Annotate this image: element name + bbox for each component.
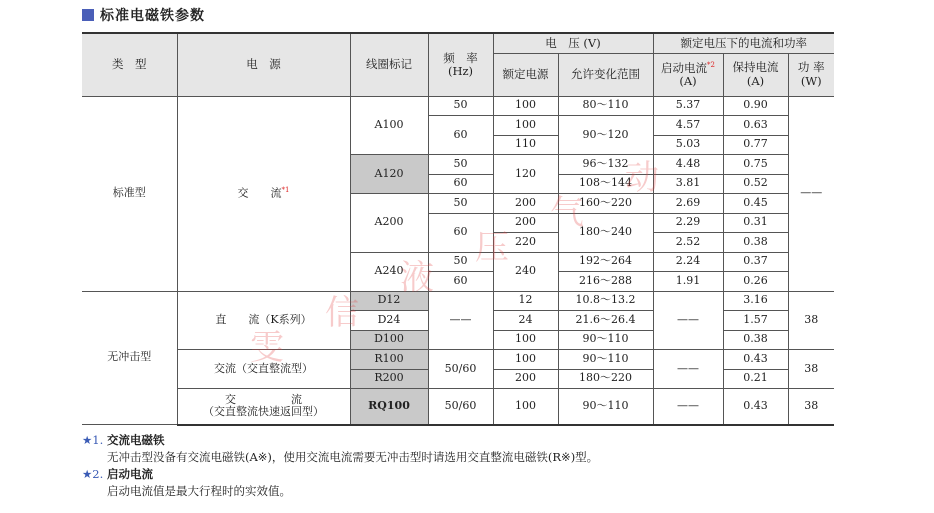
coil-d12: D12	[350, 291, 428, 311]
source-dc: 直 流（K系列）	[177, 291, 350, 350]
table-cell: 90～110	[558, 389, 653, 425]
table-cell: 0.21	[723, 369, 788, 389]
table-cell: 90～110	[558, 350, 653, 370]
header-hold-unit: (A)	[746, 73, 765, 88]
r-freq: 50/60	[428, 350, 493, 389]
table-cell: 0.52	[723, 174, 788, 194]
r-start: ——	[653, 350, 723, 389]
coil-a240: A240	[350, 252, 428, 291]
table-cell: 1.57	[723, 311, 788, 331]
table-cell: 120	[493, 155, 558, 194]
table-cell: 50/60	[428, 389, 493, 425]
footnote-1-title: 交流电磁铁	[106, 433, 165, 447]
table-cell: 50	[428, 252, 493, 272]
table-cell: 100	[493, 116, 558, 136]
footnote-2-star: ★2.	[82, 467, 104, 481]
source-acrq	[177, 389, 350, 425]
footnote-2-title: 启动电流	[106, 467, 153, 481]
table-cell: 50	[428, 194, 493, 214]
table-cell: 200	[493, 194, 558, 214]
footnote-2	[82, 466, 598, 483]
dc-power: 38	[788, 291, 834, 350]
table-cell: 0.26	[723, 272, 788, 292]
table-cell: 50	[428, 96, 493, 116]
footnote-1-star: ★1.	[82, 433, 104, 447]
header-power-label: 功 率	[797, 60, 825, 75]
header-hold-current	[723, 53, 788, 96]
header-start-unit: (A)	[679, 73, 697, 88]
table-cell: 100	[493, 389, 558, 425]
table-cell: 12	[493, 291, 558, 311]
table-cell: 0.43	[723, 350, 788, 370]
table-cell: 200	[493, 369, 558, 389]
table-cell: 216～288	[558, 272, 653, 292]
table-cell: 96～132	[558, 155, 653, 175]
source-acr: 交流（交直整流型）	[177, 350, 350, 389]
table-cell: 0.77	[723, 135, 788, 155]
header-coil: 线圈标记	[350, 33, 428, 96]
table-cell: 192～264	[558, 252, 653, 272]
coil-rq100: RQ100	[350, 389, 428, 425]
header-freq-label: 频 率	[443, 50, 478, 65]
header-power-unit: (W)	[800, 73, 822, 88]
table-cell: 4.48	[653, 155, 723, 175]
table-cell: 160～220	[558, 194, 653, 214]
table-cell: 0.38	[723, 233, 788, 253]
table-cell: 108～144	[558, 174, 653, 194]
table-cell: 60	[428, 213, 493, 252]
header-power	[788, 53, 834, 96]
footnote-2-mark: *2	[707, 60, 715, 69]
table-cell: 2.24	[653, 252, 723, 272]
table-cell: ——	[653, 389, 723, 425]
table-cell: 3.81	[653, 174, 723, 194]
type-noshock: 无冲击型	[82, 291, 177, 425]
table-cell: 90～110	[558, 330, 653, 350]
watermark-char: 动	[625, 158, 659, 198]
header-type: 类 型	[82, 33, 177, 96]
coil-d100: D100	[350, 330, 428, 350]
coil-r100: R100	[350, 350, 428, 370]
header-hold-label: 保持电流	[732, 60, 779, 75]
table-cell: 0.38	[723, 330, 788, 350]
footnote-1-mark: *1	[281, 186, 290, 195]
watermark-char: 气	[550, 193, 584, 233]
coil-d24: D24	[350, 311, 428, 331]
table-cell: 10.8～13.2	[558, 291, 653, 311]
table-cell: 100	[493, 330, 558, 350]
footnote-2-body: 启动电流值是最大行程时的实效值。	[107, 484, 291, 498]
table-cell: 0.37	[723, 252, 788, 272]
table-cell: 0.90	[723, 96, 788, 116]
table-cell: 0.75	[723, 155, 788, 175]
table-cell: 60	[428, 116, 493, 155]
table-cell: 21.6～26.4	[558, 311, 653, 331]
spec-table	[82, 32, 834, 426]
table-cell: 60	[428, 272, 493, 292]
header-freq-unit: (Hz)	[447, 63, 474, 78]
watermark-char: 信	[325, 293, 359, 333]
source-acrq-line2: （交直整流快速返回型）	[203, 405, 324, 419]
table-cell: 0.45	[723, 194, 788, 214]
table-cell: 2.52	[653, 233, 723, 253]
header-allowed-range: 允许变化范围	[558, 53, 653, 96]
table-cell: 200	[493, 213, 558, 233]
table-cell: 80～110	[558, 96, 653, 116]
coil-a120: A120	[350, 155, 428, 194]
ac-power: ——	[788, 96, 834, 291]
footnote-1	[82, 432, 598, 449]
table-cell: 60	[428, 174, 493, 194]
coil-a200: A200	[350, 194, 428, 253]
type-standard: 标准型	[82, 96, 177, 291]
table-cell: 24	[493, 311, 558, 331]
coil-r200: R200	[350, 369, 428, 389]
table-cell: 2.29	[653, 213, 723, 233]
source-ac-label: 交 流	[237, 187, 282, 200]
table-cell: 220	[493, 233, 558, 253]
table-cell: 110	[493, 135, 558, 155]
table-cell: 1.91	[653, 272, 723, 292]
header-start-current	[653, 53, 723, 96]
table-cell: 5.37	[653, 96, 723, 116]
table-cell: 240	[493, 252, 558, 291]
table-cell: 90～120	[558, 116, 653, 155]
table-cell: 100	[493, 96, 558, 116]
header-rated-group: 额定电压下的电流和功率	[653, 33, 834, 53]
footnote-1-body: 无冲击型没备有交流电磁铁(A※)，使用交流电流需要无冲击型时请选用交直整流电磁铁(R※)型。	[107, 450, 599, 464]
dc-start: ——	[653, 291, 723, 350]
header-source: 电 源	[177, 33, 350, 96]
table-cell: 4.57	[653, 116, 723, 136]
section-title: 标准电磁铁参数	[100, 8, 205, 24]
source-ac	[177, 96, 350, 291]
watermark-char: 雯	[250, 328, 284, 368]
table-cell: 180～220	[558, 369, 653, 389]
table-cell: 0.63	[723, 116, 788, 136]
header-freq	[428, 33, 493, 96]
dc-freq: ——	[428, 291, 493, 350]
table-cell: 38	[788, 389, 834, 425]
table-cell: 0.31	[723, 213, 788, 233]
header-rated-voltage: 额定电源	[493, 53, 558, 96]
table-cell: 0.43	[723, 389, 788, 425]
r-power: 38	[788, 350, 834, 389]
table-cell: 50	[428, 155, 493, 175]
table-cell: 3.16	[723, 291, 788, 311]
table-cell: 180～240	[558, 213, 653, 252]
watermark-char: 液	[400, 258, 434, 298]
source-acrq-line1: 交 流	[225, 392, 302, 406]
footnotes	[82, 432, 598, 500]
section-heading	[82, 5, 205, 25]
header-voltage: 电 压 (V)	[493, 33, 653, 53]
table-cell: 100	[493, 350, 558, 370]
coil-a100: A100	[350, 96, 428, 155]
header-start-label: 启动电流	[661, 60, 708, 75]
heading-square-icon	[82, 9, 94, 21]
table-cell: 5.03	[653, 135, 723, 155]
table-cell: 2.69	[653, 194, 723, 214]
watermark-char: 压	[475, 228, 509, 268]
